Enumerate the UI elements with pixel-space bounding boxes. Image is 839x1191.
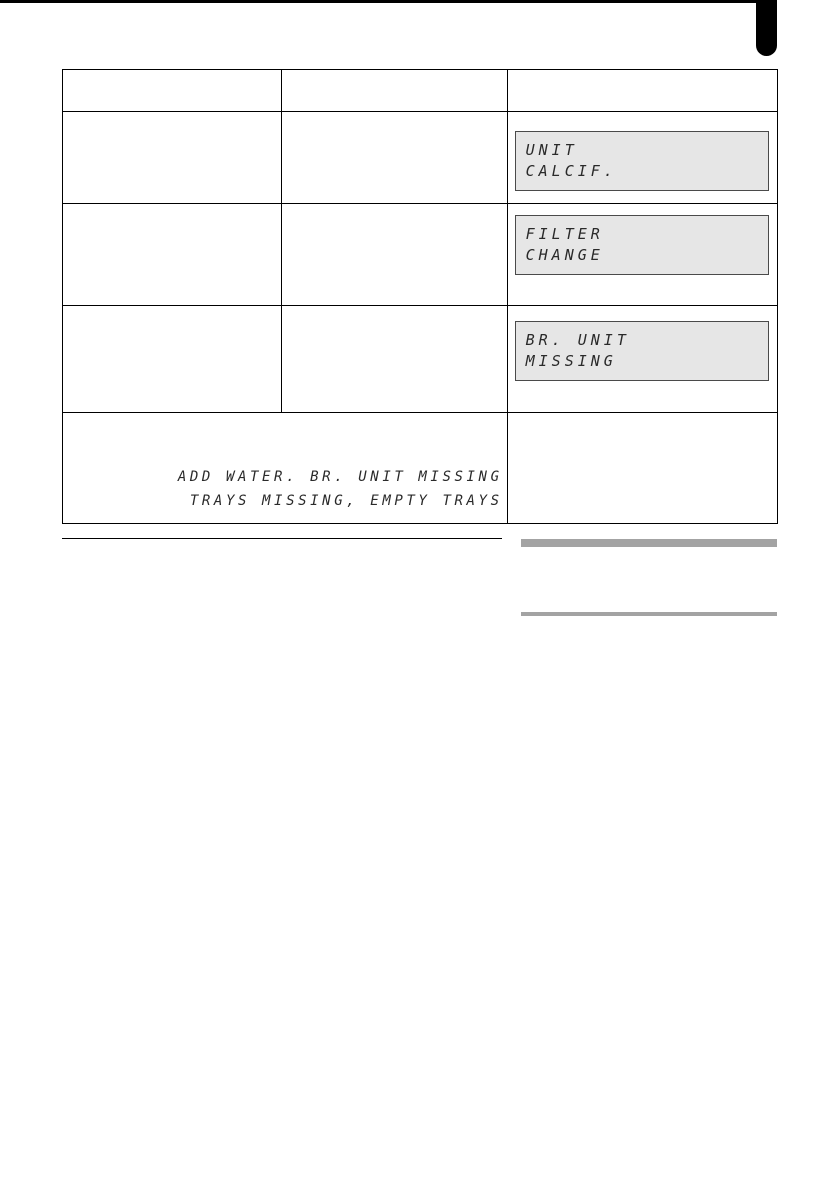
lcd-line: BR. UNIT <box>525 331 630 350</box>
lcd-line: FILTER <box>525 225 604 244</box>
table-cell <box>63 204 282 306</box>
header-cell <box>63 70 282 112</box>
header-cell <box>507 70 777 112</box>
lcd-display-filter-change <box>515 215 769 275</box>
sidebar-heading-bar <box>521 539 777 547</box>
header-cell <box>282 70 507 112</box>
section-divider <box>62 538 502 539</box>
lcd-line: CALCIF. <box>525 162 617 181</box>
lcd-line: CHANGE <box>525 246 604 265</box>
lcd-display-unit-calcif <box>515 131 769 191</box>
table-cell <box>507 306 777 412</box>
table-cell <box>507 412 777 523</box>
table-row <box>63 112 778 204</box>
page-edge-tab <box>756 0 777 56</box>
lcd-display-br-unit-missing <box>515 321 769 381</box>
table-cell <box>63 306 282 412</box>
table-row <box>63 412 778 523</box>
merged-cell <box>63 412 508 523</box>
sidebar-heading-underline <box>521 612 777 616</box>
table-cell <box>507 112 777 204</box>
display-messages-table <box>62 69 778 524</box>
lcd-line: MISSING <box>525 352 617 371</box>
table-cell <box>282 204 507 306</box>
header-rule <box>0 0 756 3</box>
table-row <box>63 204 778 306</box>
lcd-message: TRAYS MISSING, EMPTY TRAYS <box>189 492 503 509</box>
table-cell <box>507 204 777 306</box>
table-cell <box>282 306 507 412</box>
lcd-message-list <box>178 465 503 513</box>
table-header-row <box>63 70 778 112</box>
table-row <box>63 306 778 412</box>
table-cell <box>282 112 507 204</box>
lcd-line: UNIT <box>525 141 578 160</box>
lcd-message: ADD WATER. BR. UNIT MISSING <box>177 468 503 485</box>
table-cell <box>63 112 282 204</box>
